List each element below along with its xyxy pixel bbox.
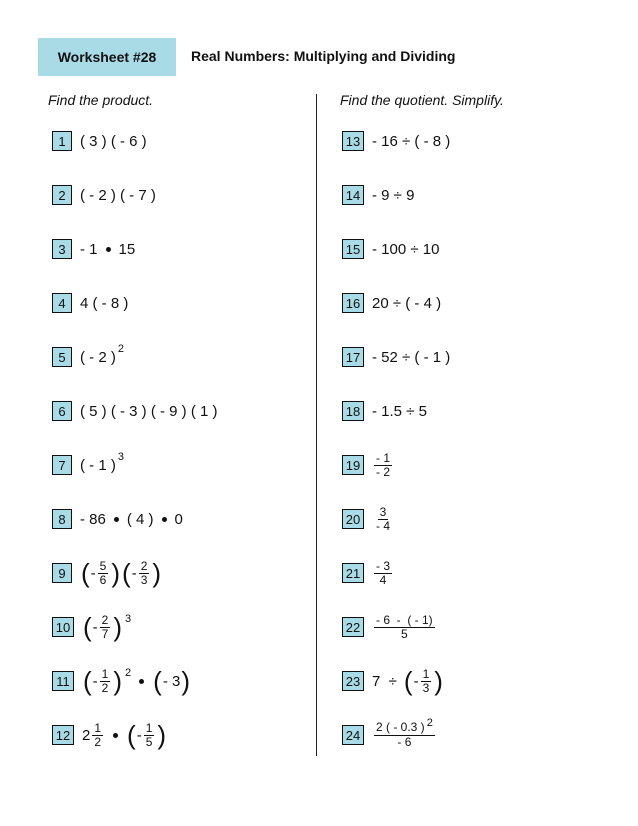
fraction xyxy=(144,722,155,749)
fraction xyxy=(374,452,392,479)
problem-number: 14 xyxy=(342,185,364,205)
dividend: 7 ÷ xyxy=(372,672,397,690)
numerator: 1 xyxy=(145,720,153,735)
numerator: 5 xyxy=(99,558,107,573)
problem-17 xyxy=(342,337,450,377)
operand: ( 4 ) xyxy=(126,510,154,528)
problem-number: 24 xyxy=(342,725,364,745)
denominator: 5 xyxy=(400,626,408,641)
denominator: 2 xyxy=(101,680,109,695)
denominator: 2 xyxy=(94,734,102,749)
instruction-left: Find the product. xyxy=(48,92,154,108)
numerator: - 3 xyxy=(376,558,391,573)
fraction xyxy=(374,614,435,641)
problem-20 xyxy=(342,499,394,539)
open-paren: ( xyxy=(127,720,136,750)
problem-expression xyxy=(82,668,191,695)
problem-expression xyxy=(372,614,437,641)
problem-expression: - 9 ÷ 9 xyxy=(372,186,415,204)
problem-number: 10 xyxy=(52,617,74,637)
numerator xyxy=(374,717,435,736)
problem-expression: - 1.5 ÷ 5 xyxy=(372,402,427,420)
exponent: 2 xyxy=(426,717,433,729)
problem-10 xyxy=(52,607,131,647)
problem-expression xyxy=(80,511,183,528)
problem-18 xyxy=(342,391,427,431)
multiply-dot-icon xyxy=(114,517,119,522)
problem-number: 3 xyxy=(52,239,72,259)
problem-number: 2 xyxy=(52,185,72,205)
problem-expression: - 100 ÷ 10 xyxy=(372,240,440,258)
denominator: 3 xyxy=(140,572,148,587)
open-paren: ( xyxy=(83,612,92,642)
problem-number: 5 xyxy=(52,347,72,367)
problem-expression xyxy=(80,451,124,474)
multiply-dot-icon xyxy=(162,517,167,522)
problem-number: 15 xyxy=(342,239,364,259)
problem-23 xyxy=(342,661,444,701)
sign: - xyxy=(90,564,96,582)
fraction xyxy=(100,668,111,695)
fraction xyxy=(92,722,103,749)
denominator: 7 xyxy=(101,626,109,641)
denominator: 4 xyxy=(379,572,387,587)
problem-2 xyxy=(52,175,156,215)
base: ( - 2 ) xyxy=(80,348,116,366)
whole-number: 2 xyxy=(82,726,91,744)
numerator: 2 xyxy=(140,558,148,573)
close-paren: ) xyxy=(113,666,123,696)
close-paren: ) xyxy=(157,720,167,750)
problem-number: 7 xyxy=(52,455,72,475)
open-paren: ( xyxy=(403,666,413,696)
problem-number: 16 xyxy=(342,293,364,313)
fraction xyxy=(374,560,392,587)
problem-number: 23 xyxy=(342,671,364,691)
denominator: - 2 xyxy=(376,464,391,479)
denominator: 3 xyxy=(422,680,430,695)
problem-14 xyxy=(342,175,414,215)
problem-7 xyxy=(52,445,124,485)
operand: 15 xyxy=(118,240,136,258)
fraction xyxy=(374,506,392,533)
problem-number: 22 xyxy=(342,617,364,637)
problem-11 xyxy=(52,661,191,701)
fraction xyxy=(421,668,432,695)
problem-9 xyxy=(52,553,162,593)
problem-expression: 4 ( - 8 ) xyxy=(80,294,129,312)
denominator: 5 xyxy=(145,734,153,749)
problem-21 xyxy=(342,553,394,593)
sign: - xyxy=(92,618,98,636)
problem-expression: - 16 ÷ ( - 8 ) xyxy=(372,132,451,150)
problem-expression xyxy=(82,722,167,749)
multiply-dot-icon xyxy=(139,679,144,684)
operand: - 86 xyxy=(80,510,106,528)
problem-expression xyxy=(372,668,444,695)
worksheet-badge xyxy=(38,38,176,76)
problem-24 xyxy=(342,715,437,755)
close-paren: ) xyxy=(111,558,121,588)
page-title: Real Numbers: Multiplying and Dividing xyxy=(191,48,456,64)
worksheet-badge-label: Worksheet #28 xyxy=(57,49,157,65)
exponent: 2 xyxy=(125,667,132,679)
problem-4 xyxy=(52,283,128,323)
base: ( - 1 ) xyxy=(80,456,116,474)
instruction-right: Find the quotient. Simplify. xyxy=(340,92,504,108)
problem-3 xyxy=(52,229,135,269)
close-paren: ) xyxy=(152,558,162,588)
problem-15 xyxy=(342,229,439,269)
problem-12 xyxy=(52,715,167,755)
denominator: - 4 xyxy=(376,518,391,533)
problem-number: 18 xyxy=(342,401,364,421)
exponent: 3 xyxy=(117,451,124,463)
problem-expression xyxy=(82,614,131,641)
close-paren: ) xyxy=(434,666,443,696)
problem-expression xyxy=(80,241,135,258)
denominator: 6 xyxy=(99,572,107,587)
problem-number: 8 xyxy=(52,509,72,529)
open-paren: ( xyxy=(153,666,162,696)
fraction xyxy=(139,560,150,587)
problem-expression: 20 ÷ ( - 4 ) xyxy=(372,294,442,312)
column-divider xyxy=(316,94,317,756)
problem-number: 21 xyxy=(342,563,364,583)
problem-6 xyxy=(52,391,218,431)
problem-expression xyxy=(372,717,437,749)
problem-number: 20 xyxy=(342,509,364,529)
problem-expression xyxy=(80,343,124,366)
numerator: 1 xyxy=(101,666,109,681)
problem-number: 4 xyxy=(52,293,72,313)
sign: - xyxy=(136,726,142,744)
fraction xyxy=(100,614,111,641)
numerator: 1 xyxy=(422,666,430,681)
problem-expression: ( 3 ) ( - 6 ) xyxy=(80,132,147,150)
problem-22 xyxy=(342,607,437,647)
operand: - 1 xyxy=(80,240,98,258)
problem-number: 17 xyxy=(342,347,364,367)
problem-number: 6 xyxy=(52,401,72,421)
problem-expression xyxy=(372,506,394,533)
problem-8 xyxy=(52,499,183,539)
problem-number: 12 xyxy=(52,725,74,745)
denominator: - 6 xyxy=(397,735,412,749)
problem-number: 19 xyxy=(342,455,364,475)
problem-expression: ( - 2 ) ( - 7 ) xyxy=(80,186,156,204)
problem-expression xyxy=(80,560,162,587)
sign: - xyxy=(131,564,137,582)
operand: - 3 xyxy=(162,672,181,690)
exponent: 3 xyxy=(125,613,132,625)
multiply-dot-icon xyxy=(113,733,118,738)
problem-expression xyxy=(372,452,394,479)
sign: - xyxy=(413,672,419,690)
open-paren: ( xyxy=(122,558,131,588)
numerator: 2 xyxy=(101,612,109,627)
problem-number: 1 xyxy=(52,131,72,151)
problem-expression: - 52 ÷ ( - 1 ) xyxy=(372,348,451,366)
problem-expression: ( 5 ) ( - 3 ) ( - 9 ) ( 1 ) xyxy=(80,402,218,420)
numerator: - 1 xyxy=(376,450,391,465)
close-paren: ) xyxy=(181,666,191,696)
multiply-dot-icon xyxy=(106,247,111,252)
numerator: 1 xyxy=(94,720,102,735)
problem-16 xyxy=(342,283,441,323)
close-paren: ) xyxy=(113,612,123,642)
problem-13 xyxy=(342,121,450,161)
numerator-base: 2 ( - 0.3 ) xyxy=(376,720,425,734)
problem-number: 9 xyxy=(52,563,72,583)
fraction xyxy=(98,560,109,587)
problem-1 xyxy=(52,121,147,161)
open-paren: ( xyxy=(81,558,90,588)
operand: 0 xyxy=(174,510,183,528)
numerator: 3 xyxy=(379,504,387,519)
problem-number: 13 xyxy=(342,131,364,151)
problem-19 xyxy=(342,445,394,485)
problem-number: 11 xyxy=(52,671,74,691)
sign: - xyxy=(92,672,98,690)
fraction xyxy=(374,717,435,749)
open-paren: ( xyxy=(83,666,92,696)
problem-5 xyxy=(52,337,124,377)
numerator: - 6 - ( - 1) xyxy=(376,612,433,627)
problem-expression xyxy=(372,560,394,587)
exponent: 2 xyxy=(117,343,124,355)
